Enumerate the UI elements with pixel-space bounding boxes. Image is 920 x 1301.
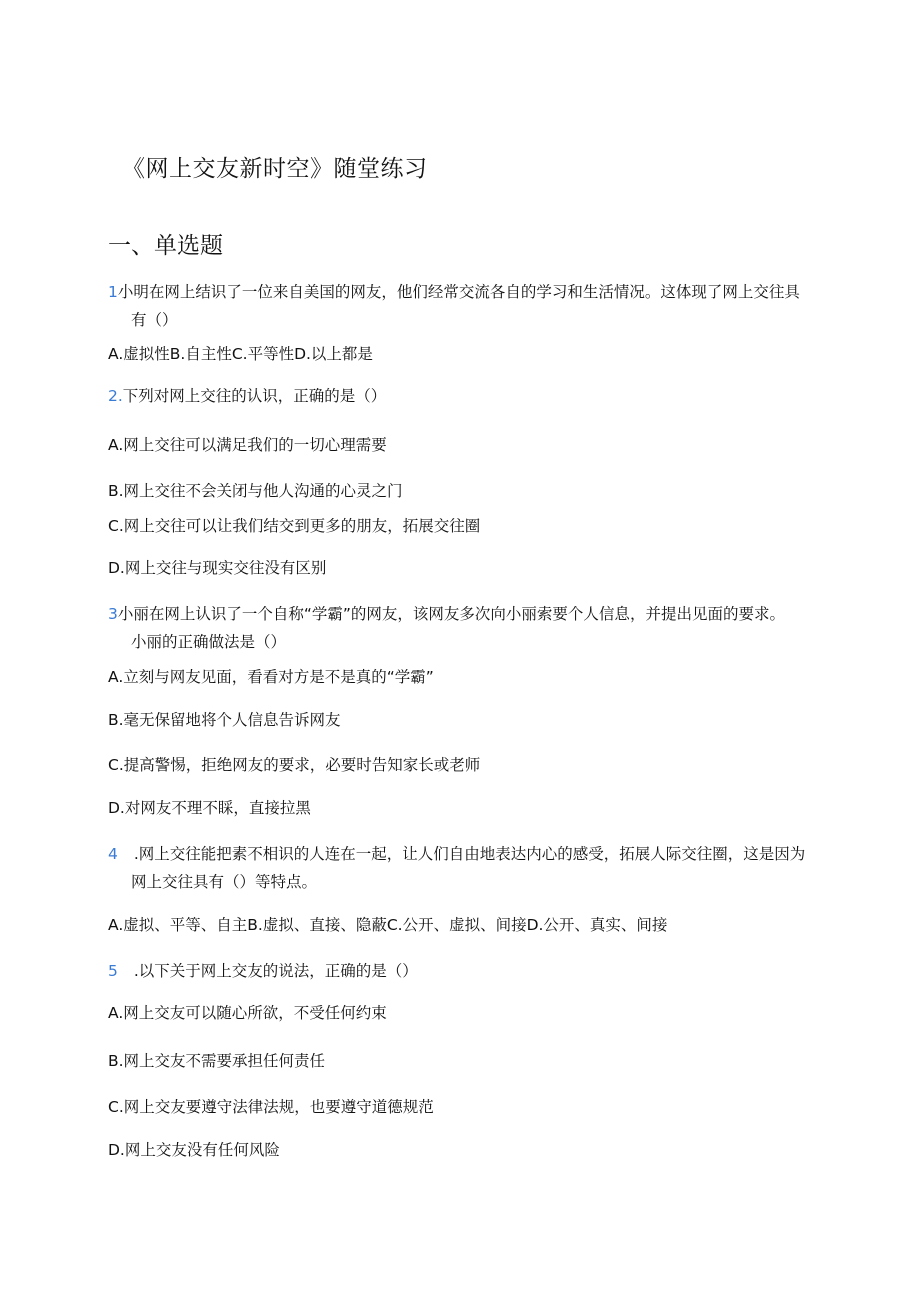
option-b: B.网上交往不会关闭与他人沟通的心灵之门 bbox=[108, 482, 403, 500]
question-1 bbox=[108, 280, 800, 302]
option-a: A.网上交往可以满足我们的一切心理需要 bbox=[108, 436, 387, 454]
option-d: D.网上交友没有任何风险 bbox=[108, 1141, 280, 1159]
section-heading: 一、单选题 bbox=[108, 233, 223, 259]
option-b: B.网上交友不需要承担任何责任 bbox=[108, 1052, 326, 1070]
question-number: 1 bbox=[108, 283, 118, 301]
question-1-continuation: 有（） bbox=[131, 311, 178, 329]
option-d: D.对网友不理不睬，直接拉黑 bbox=[108, 799, 311, 817]
question-2 bbox=[108, 384, 386, 406]
question-text: .以下关于网上交友的说法，正确的是（） bbox=[133, 962, 418, 980]
question-text: 下列对网上交往的认识，正确的是（） bbox=[122, 387, 387, 405]
option-c: C.网上交友要遵守法律法规，也要遵守道德规范 bbox=[108, 1098, 434, 1116]
option-a: A.立刻与网友见面，看看对方是不是真的“学霸” bbox=[108, 668, 434, 686]
question-5 bbox=[108, 959, 418, 981]
question-4-options: A.虚拟、平等、自主B.虚拟、直接、隐蔽C.公开、虚拟、间接D.公开、真实、间接 bbox=[108, 916, 668, 934]
question-text: 小丽在网上认识了一个自称“学霸”的网友，该网友多次向小丽索要个人信息，并提出见面的要求。 bbox=[117, 605, 785, 623]
option-c: C.网上交往可以让我们结交到更多的朋友，拓展交往圈 bbox=[108, 517, 481, 535]
option-c: C.提高警惕，拒绝网友的要求，必要时告知家长或老师 bbox=[108, 756, 481, 774]
question-number: 4 bbox=[108, 845, 118, 863]
question-4 bbox=[108, 842, 805, 864]
question-3 bbox=[108, 602, 785, 624]
question-text: 小明在网上结识了一位来自美国的网友，他们经常交流各自的学习和生活情况。这体现了网上交往具 bbox=[117, 283, 800, 301]
question-text: .网上交往能把素不相识的人连在一起，让人们自由地表达内心的感受，拓展人际交往圈，这是因为 bbox=[133, 845, 806, 863]
option-d: D.网上交往与现实交往没有区别 bbox=[108, 559, 327, 577]
question-number: 2. bbox=[108, 387, 123, 405]
question-4-continuation: 网上交往具有（）等特点。 bbox=[131, 873, 318, 891]
option-a: A.网上交友可以随心所欲，不受任何约束 bbox=[108, 1004, 387, 1022]
question-number: 3 bbox=[108, 605, 118, 623]
option-b: B.毫无保留地将个人信息告诉网友 bbox=[108, 711, 341, 729]
question-number: 5 bbox=[108, 962, 118, 980]
question-3-continuation: 小丽的正确做法是（） bbox=[131, 633, 287, 651]
question-1-options: A.虚拟性B.自主性C.平等性D.以上都是 bbox=[108, 345, 373, 363]
document-title: 《网上交友新时空》随堂练习 bbox=[122, 156, 428, 182]
